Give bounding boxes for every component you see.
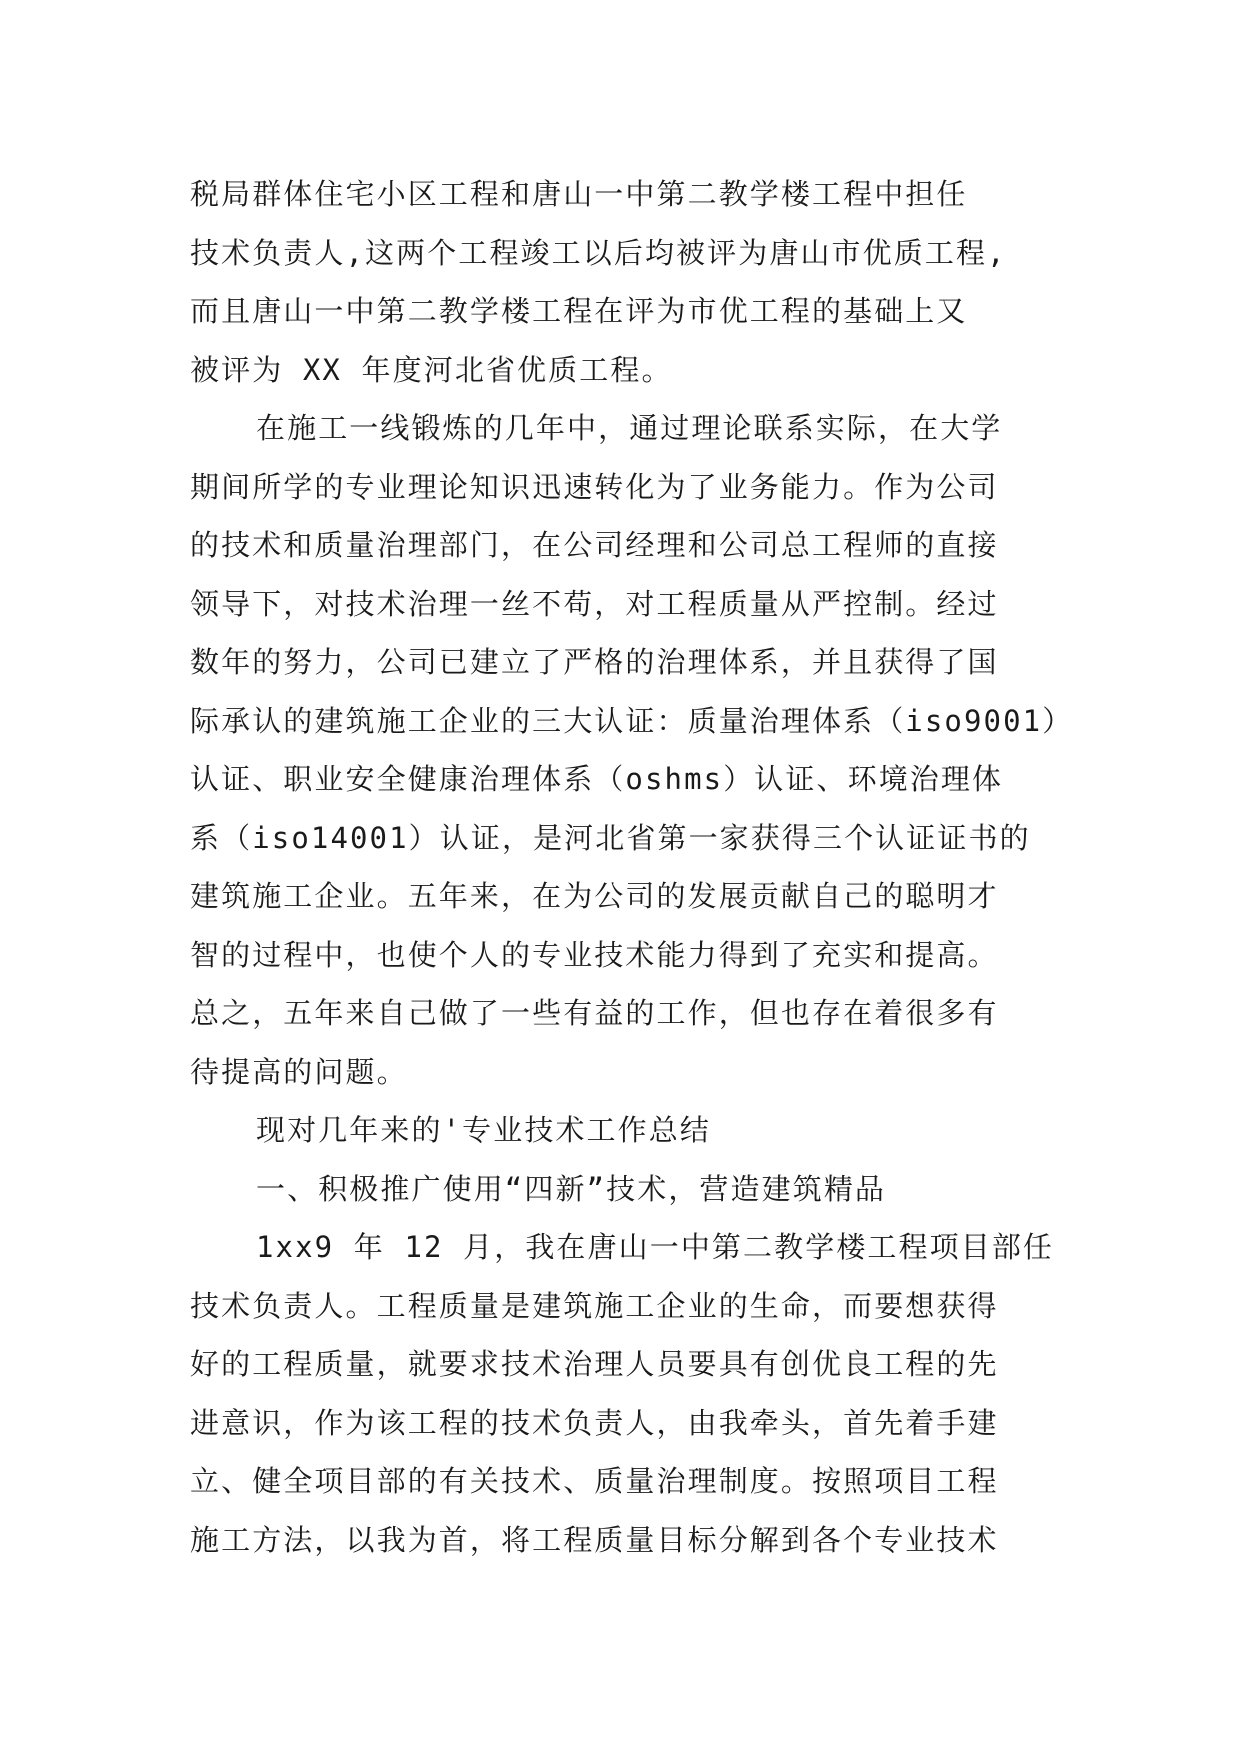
text-line: 进意识，作为该工程的技术负责人，由我牵头，首先着手建 — [190, 1405, 999, 1440]
document-body — [190, 165, 1090, 1569]
text-line: 领导下，对技术治理一丝不苟，对工程质量从严控制。经过 — [190, 586, 999, 621]
text-line: 好的工程质量，就要求技术治理人员要具有创优良工程的先 — [190, 1347, 999, 1381]
text-line: 系（iso14001）认证，是河北省第一家获得三个认证证书的 — [190, 820, 1031, 855]
text-line: 被评为 XX 年度河北省优质工程。 — [190, 352, 673, 387]
text-line: 待提高的问题。 — [190, 1054, 408, 1089]
text-line: 智的过程中，也使个人的专业技术能力得到了充实和提高。 — [190, 937, 999, 972]
text-line: 施工方法，以我为首，将工程质量目标分解到各个专业技术 — [190, 1522, 999, 1557]
text-line: 在施工一线锻炼的几年中，通过理论联系实际，在大学 — [256, 411, 1003, 445]
text-line: 认证、职业安全健康治理体系（oshms）认证、环境治理体 — [190, 762, 1004, 796]
text-line: 建筑施工企业。五年来，在为公司的发展贡献自己的聪明才 — [190, 879, 999, 913]
text-line: 技术负责人,这两个工程竣工以后均被评为唐山市优质工程, — [190, 235, 1007, 270]
text-line: 的技术和质量治理部门，在公司经理和公司总工程师的直接 — [190, 528, 999, 562]
text-line: 立、健全项目部的有关技术、质量治理制度。按照项目工程 — [190, 1464, 999, 1498]
text-line: 而且唐山一中第二教学楼工程在评为市优工程的基础上又 — [190, 294, 968, 328]
text-line: 总之，五年来自己做了一些有益的工作，但也存在着很多有 — [190, 996, 999, 1030]
text-line: 数年的努力，公司已建立了严格的治理体系，并且获得了国 — [190, 645, 999, 679]
text-line: 期间所学的专业理论知识迅速转化为了业务能力。作为公司 — [190, 469, 999, 504]
text-line: 现对几年来的'专业技术工作总结 — [256, 1113, 711, 1147]
text-line: 税局群体住宅小区工程和唐山一中第二教学楼工程中担任 — [190, 177, 968, 211]
text-line: 技术负责人。工程质量是建筑施工企业的生命，而要想获得 — [190, 1288, 999, 1323]
text-line: 际承认的建筑施工企业的三大认证：质量治理体系（iso9001） — [190, 703, 1074, 738]
text-line: 一、积极推广使用“四新”技术，营造建筑精品 — [256, 1171, 887, 1206]
text-line: 1xx9 年 12 月，我在唐山一中第二教学楼工程项目部任 — [256, 1230, 1055, 1264]
